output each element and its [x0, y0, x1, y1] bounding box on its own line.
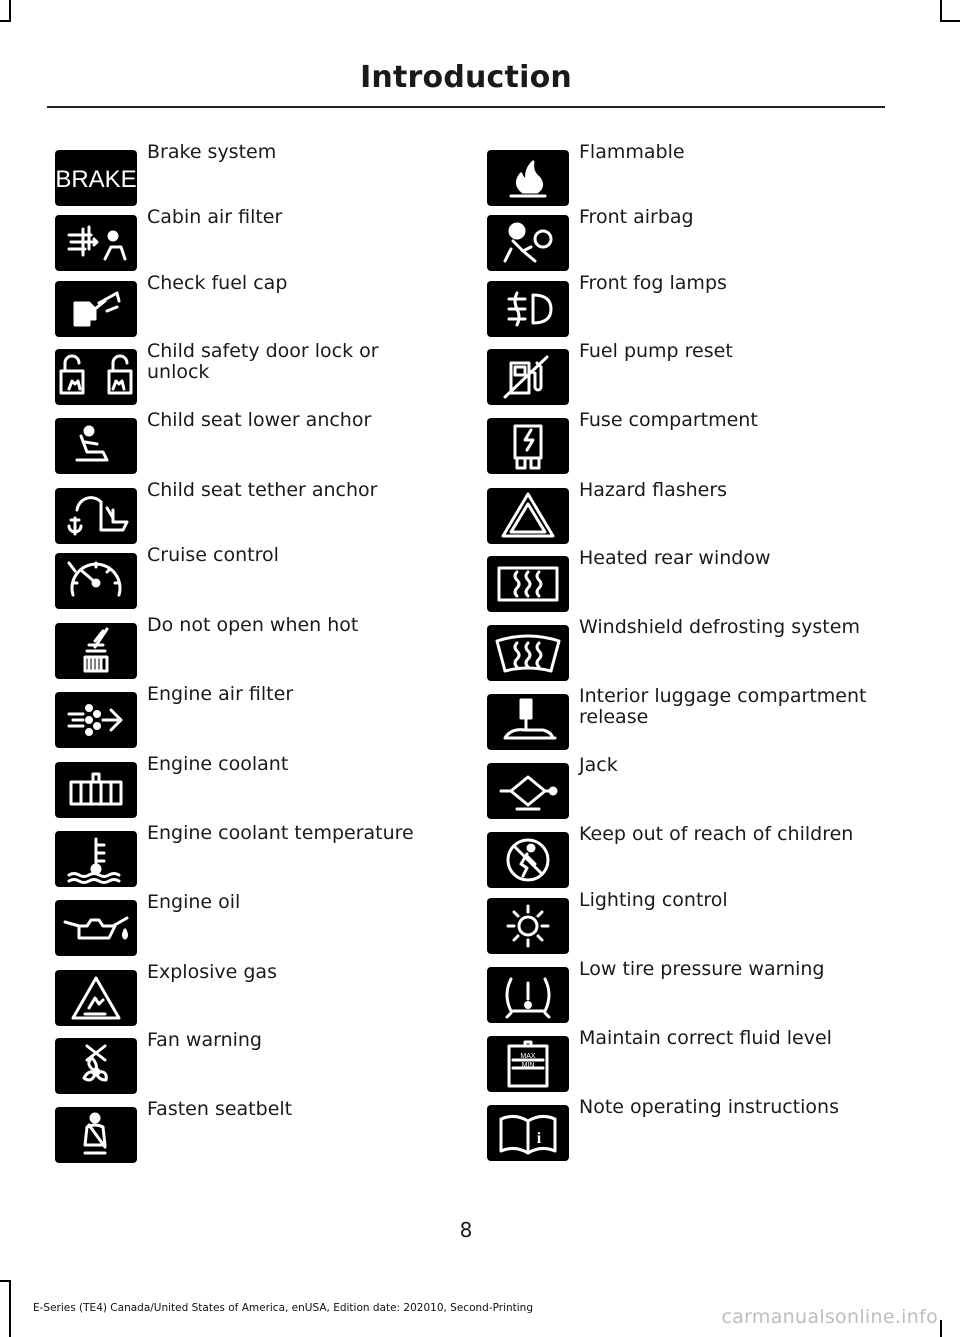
- symbol-label: Child seat lower anchor: [147, 409, 372, 431]
- symbol-label: Front fog lamps: [579, 272, 727, 294]
- engine-coolant-icon: [55, 762, 137, 818]
- symbol-label: Brake system: [147, 141, 277, 163]
- rear-defrost-icon: [487, 556, 569, 612]
- symbol-label: Heated rear window: [579, 547, 771, 569]
- lighting-control-icon: [487, 898, 569, 954]
- footer-edition: E-Series (TE4) Canada/United States of America, enUSA, Edition date: 202010, Second-Printing: [33, 1302, 534, 1314]
- symbol-label: Child seat tether anchor: [147, 479, 378, 501]
- brake-icon-text: BRAKE: [55, 166, 137, 193]
- crop-mark: [940, 0, 942, 20]
- fluid-max-text: MAX: [520, 1053, 536, 1060]
- symbol-label: Fuse compartment: [579, 409, 758, 431]
- fog-lamp-icon: [487, 281, 569, 337]
- watermark: carmanualsonline.info: [721, 1306, 938, 1328]
- fluid-level-icon: [487, 1036, 569, 1092]
- cabin-air-filter-icon: [55, 215, 137, 271]
- page-number: 8: [459, 1218, 473, 1242]
- fan-warning-icon: [55, 1038, 137, 1094]
- symbol-label: Engine coolant: [147, 753, 289, 775]
- crop-mark: [940, 1320, 942, 1337]
- symbol-label: Front airbag: [579, 206, 694, 228]
- tire-pressure-icon: [487, 967, 569, 1023]
- fuel-pump-reset-icon: [487, 349, 569, 405]
- keep-away-children-icon: [487, 832, 569, 888]
- symbol-label: Fan warning: [147, 1029, 262, 1051]
- brake-text-icon: [55, 150, 137, 206]
- windshield-defrost-icon: [487, 625, 569, 681]
- engine-oil-icon: [55, 900, 137, 956]
- trunk-release-icon: [487, 694, 569, 750]
- symbol-label: Maintain correct fluid level: [579, 1027, 832, 1049]
- jack-icon: [487, 763, 569, 819]
- symbol-label: Lighting control: [579, 889, 728, 911]
- symbol-label: Keep out of reach of children: [579, 823, 854, 845]
- symbol-label: Fuel pump reset: [579, 340, 733, 362]
- symbol-label: Jack: [579, 754, 618, 776]
- child-lock-icon: [55, 349, 137, 405]
- symbol-label: Check fuel cap: [147, 272, 288, 294]
- explosive-gas-icon: [55, 970, 137, 1026]
- crop-mark: [940, 20, 960, 22]
- crop-mark: [0, 1280, 11, 1282]
- child-seat-tether-anchor-icon: [55, 488, 137, 544]
- do-not-open-hot-icon: [55, 623, 137, 679]
- symbol-label: Fasten seatbelt: [147, 1098, 293, 1120]
- symbol-label: Explosive gas: [147, 961, 277, 983]
- hazard-triangle-icon: [487, 488, 569, 544]
- symbol-label: Flammable: [579, 141, 685, 163]
- front-airbag-icon: [487, 215, 569, 271]
- symbol-label: Engine coolant temperature: [147, 822, 414, 844]
- seatbelt-icon: [55, 1107, 137, 1163]
- crop-mark: [0, 20, 11, 22]
- fluid-min-text: MIN: [521, 1062, 535, 1069]
- symbol-label: Do not open when hot: [147, 614, 359, 636]
- header-rule: [47, 106, 885, 108]
- crop-mark: [9, 0, 11, 20]
- fuel-cap-icon: [55, 281, 137, 337]
- symbol-label: Engine oil: [147, 891, 241, 913]
- symbol-label: Cabin air filter: [147, 206, 283, 228]
- symbol-label: Interior luggage compartment release: [579, 685, 867, 728]
- fuse-icon: [487, 418, 569, 474]
- manual-book-icon: [487, 1105, 569, 1161]
- crop-mark: [9, 1280, 11, 1337]
- child-seat-lower-anchor-icon: [55, 418, 137, 474]
- engine-air-filter-icon: [55, 692, 137, 748]
- page-title: Introduction: [360, 60, 572, 95]
- manual-info-text: i: [536, 1130, 542, 1147]
- symbol-label: Low tire pressure warning: [579, 958, 825, 980]
- flame-icon: [487, 150, 569, 206]
- symbol-label: Child safety door lock or unlock: [147, 340, 379, 383]
- symbol-label: Cruise control: [147, 544, 279, 566]
- symbol-label: Hazard flashers: [579, 479, 728, 501]
- symbol-label: Note operating instructions: [579, 1096, 839, 1118]
- symbol-label: Engine air filter: [147, 683, 294, 705]
- symbol-label: Windshield defrosting system: [579, 616, 860, 638]
- coolant-temperature-icon: [55, 831, 137, 887]
- cruise-control-icon: [55, 553, 137, 609]
